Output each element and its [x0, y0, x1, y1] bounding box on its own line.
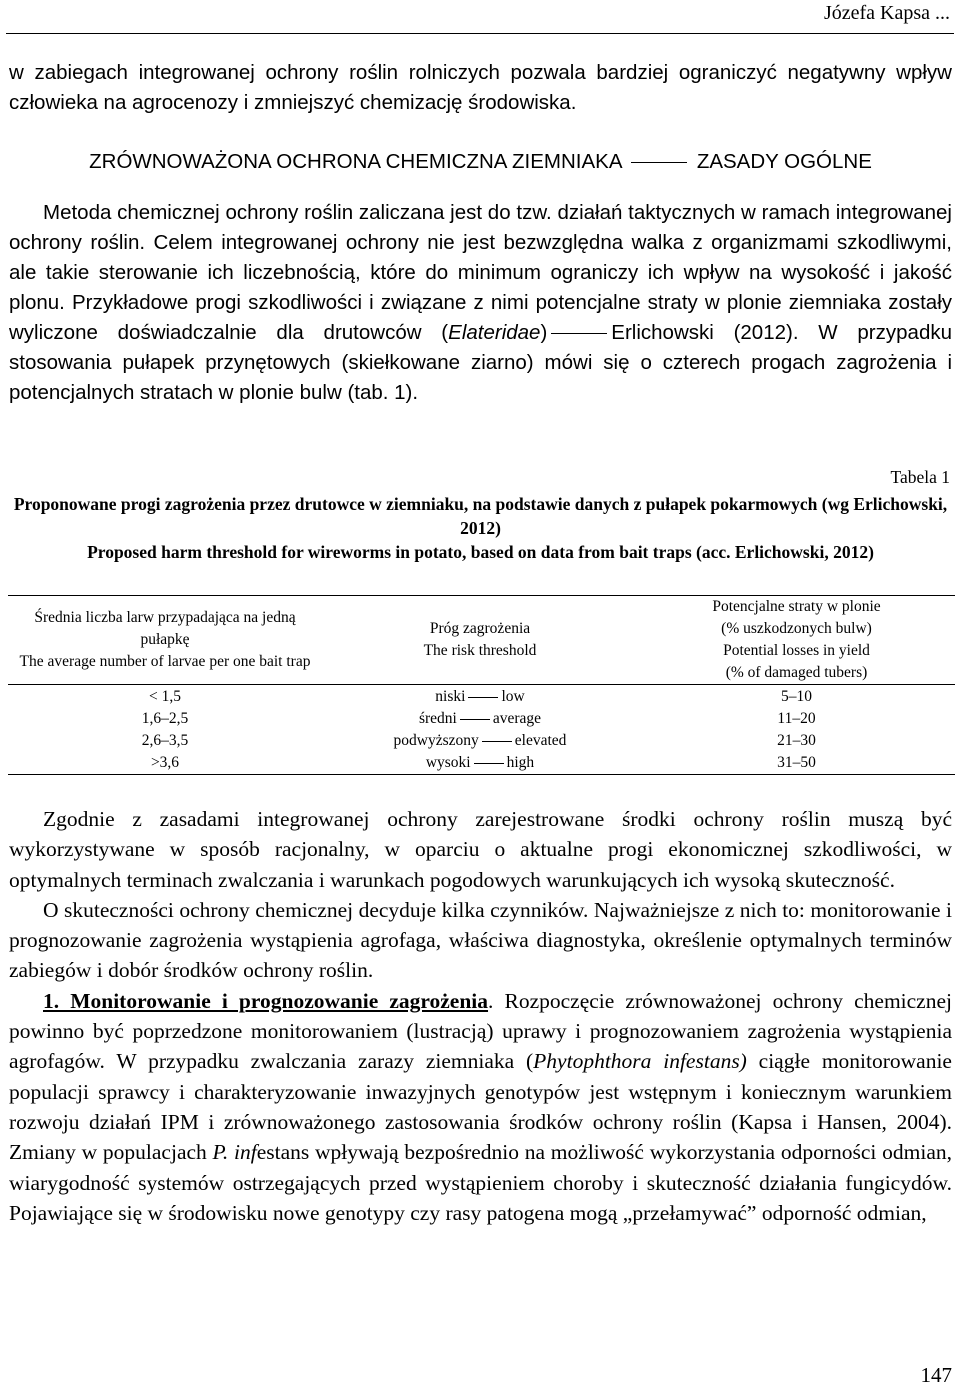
section-heading [9, 147, 952, 177]
paragraph-monitoring [9, 986, 952, 1228]
paragraph-segment: estans wpływają bezpośrednio na możliwość wykorzystania odporności odmian, wiarygodność systemów ostrzegających przed wystąpieniem choroby i skuteczność działania fungicydów. Pojawiające się w środowisku nowe genotypy czy rasy patogena mogą „przełamywać” odporność odmian, [9, 1140, 952, 1225]
risk-en: average [492, 710, 542, 727]
risk-pl: wysoki [425, 754, 471, 771]
cell-losses: 11–20 [777, 710, 816, 727]
em-dash [474, 763, 504, 764]
running-header: Józefa Kapsa ... [823, 2, 950, 24]
header-losses-en-unit: (% of damaged tubers) [725, 664, 868, 681]
section-heading-part2: ZASADY OGÓLNE [696, 150, 872, 173]
cell-risk [322, 708, 638, 730]
header-risk-pl: Próg zagrożenia [429, 620, 531, 637]
table-row [8, 730, 955, 752]
cell-risk [322, 685, 638, 709]
threshold-table [8, 595, 955, 775]
header-losses-en: Potential losses in yield [723, 642, 870, 659]
larvae-to: 2,5 [168, 710, 189, 727]
species-abbrev: P. inf [212, 1140, 257, 1165]
cell-risk [322, 730, 638, 752]
table-row [8, 708, 955, 730]
risk-en: low [501, 688, 525, 705]
loss-to: 20 [800, 710, 816, 727]
paragraph-segment: ) [540, 321, 548, 344]
header-losses-pl: Potencjalne straty w plonie [712, 598, 881, 615]
table-label: Tabela 1 [890, 467, 950, 487]
cell-larvae: < 1,5 [149, 688, 181, 705]
risk-pl: podwyższony [393, 732, 479, 749]
monitoring-heading: 1. Monitorowanie i prognozowanie zagrożenia [43, 988, 489, 1013]
paragraph-segment: . Rozpoczęcie zrównoważonej ochrony chemicznej powinno być poprzedzone monitorowaniem (lustracją) uprawy i prognozowaniem zagrożenia wystąpienia agrofagów. W przypadku zwalczania zarazy ziemniaka ( [9, 988, 952, 1074]
cell-losses: 21–30 [777, 732, 816, 749]
loss-from: 31 [777, 754, 793, 771]
page-number: 147 [920, 1363, 952, 1387]
paragraph-segment: ciągłe monitorowanie populacji sprawcy i charakteryzowanie inwazyjnych genotypów jest wstępnym i koniecznym warunkiem rozwoju działań IPM i zrównoważonego zastosowania środków ochrony roślin (Kapsa i Hansen, 2004). Zmiany w populacjach [9, 1049, 952, 1165]
risk-pl: niski [435, 688, 466, 705]
em-dash [551, 333, 607, 334]
table-header-row [8, 596, 955, 685]
em-dash [631, 162, 687, 163]
larvae-from: 2,6 [141, 732, 162, 749]
loss-from: 5 [781, 688, 789, 705]
cell-larvae: 1,6–2,5 [141, 710, 189, 727]
loss-to: 50 [800, 754, 816, 771]
em-dash [468, 697, 498, 698]
header-larvae-en: The average number of larvae per one bait trap [19, 653, 311, 670]
header-losses-pl-unit: (% uszkodzonych bulw) [721, 620, 872, 637]
cell-losses: 31–50 [777, 754, 816, 771]
table-caption-pl: Proponowane progi zagrożenia przez drutowce w ziemniaku, na podstawie danych z pułapek pokarmowych (wg Erlichowski, 2012) [13, 494, 948, 538]
header-risk-en: The risk threshold [423, 642, 537, 659]
cell-larvae: >3,6 [150, 754, 180, 771]
section-paragraph-text [9, 198, 952, 408]
paragraph-segment: Erlichowski (2012). W przypadku stosowania pułapek przynętowych (skiełkowane ziarno) mówi się o czterech progach zagrożenia i potencjalnych stratach w plonie bulw (tab. 1). [9, 321, 952, 404]
cell-losses: 5–10 [781, 688, 812, 705]
paragraph-ipm-rules: Zgodnie z zasadami integrowanej ochrony zarejestrowane środki ochrony roślin muszą być wykorzystywane w sposób racjonalny, w oparciu o aktualne progi ekonomicznej szkodliwości, w optymalnych terminach zwalczania i warunkach pogodowych warunkujących ich wysoką skuteczność. [9, 807, 952, 892]
table-row [8, 685, 955, 709]
risk-en: high [506, 754, 535, 771]
header-larvae [8, 596, 322, 685]
larvae-from: 1,6 [141, 710, 162, 727]
cell-risk [322, 752, 638, 775]
loss-to: 10 [796, 688, 812, 705]
em-dash [482, 741, 512, 742]
header-larvae-pl: Średnia liczba larw przypadająca na jedną pułapkę [34, 609, 296, 648]
header-risk [322, 596, 638, 685]
risk-en: elevated [514, 732, 567, 749]
intro-text: w zabiegach integrowanej ochrony roślin rolniczych pozwala bardziej ograniczyć negatywny wpływ człowieka na agrocenozy i zmniejszyć chemizację środowiska. [9, 61, 952, 114]
closing-paragraphs [9, 804, 952, 1228]
intro-paragraph [9, 58, 952, 118]
table-caption-en: Proposed harm threshold for wireworms in potato, based on data from bait traps (acc. Erlichowski, 2012) [87, 542, 874, 562]
section-heading-part1: ZRÓWNOWAŻONA OCHRONA CHEMICZNA ZIEMNIAKA [89, 150, 622, 173]
paragraph-effectiveness: O skuteczności ochrony chemicznej decyduje kilka czynników. Najważniejsze z nich to: monitorowanie i prognozowanie zagrożenia wystąpienia agrofaga, właściwa diagnostyka, określenie optymalnych terminów zabiegów i dobór środków ochrony roślin. [9, 897, 952, 983]
loss-to: 30 [800, 732, 816, 749]
taxon-name: Elateridae [448, 321, 541, 344]
header-divider [6, 33, 954, 34]
loss-from: 21 [777, 732, 793, 749]
larvae-to: 3,5 [168, 732, 189, 749]
paragraph-segment: Metoda chemicznej ochrony roślin zaliczana jest do tzw. działań taktycznych w ramach integrowanej ochrony roślin. Celem integrowanej ochrony nie jest bezwzględna walka z organizmami szkodliwymi, ale takie sterowanie ich liczebnością, które do minimum ograniczy ich wpływ na wysokość i jakość plonu. Przykładowe progi szkodliwości i związane z nimi potencjalne straty w plonie ziemniaka zostały wyliczone doświadczalnie dla drutowców ( [9, 201, 952, 344]
table-row [8, 752, 955, 775]
species-name: Phytophthora infestans) [533, 1049, 747, 1074]
header-losses [638, 596, 955, 685]
loss-from: 11 [777, 710, 793, 727]
cell-larvae: 2,6–3,5 [141, 732, 189, 749]
section-paragraph [9, 198, 952, 408]
risk-pl: średni [418, 710, 457, 727]
em-dash [460, 719, 490, 720]
